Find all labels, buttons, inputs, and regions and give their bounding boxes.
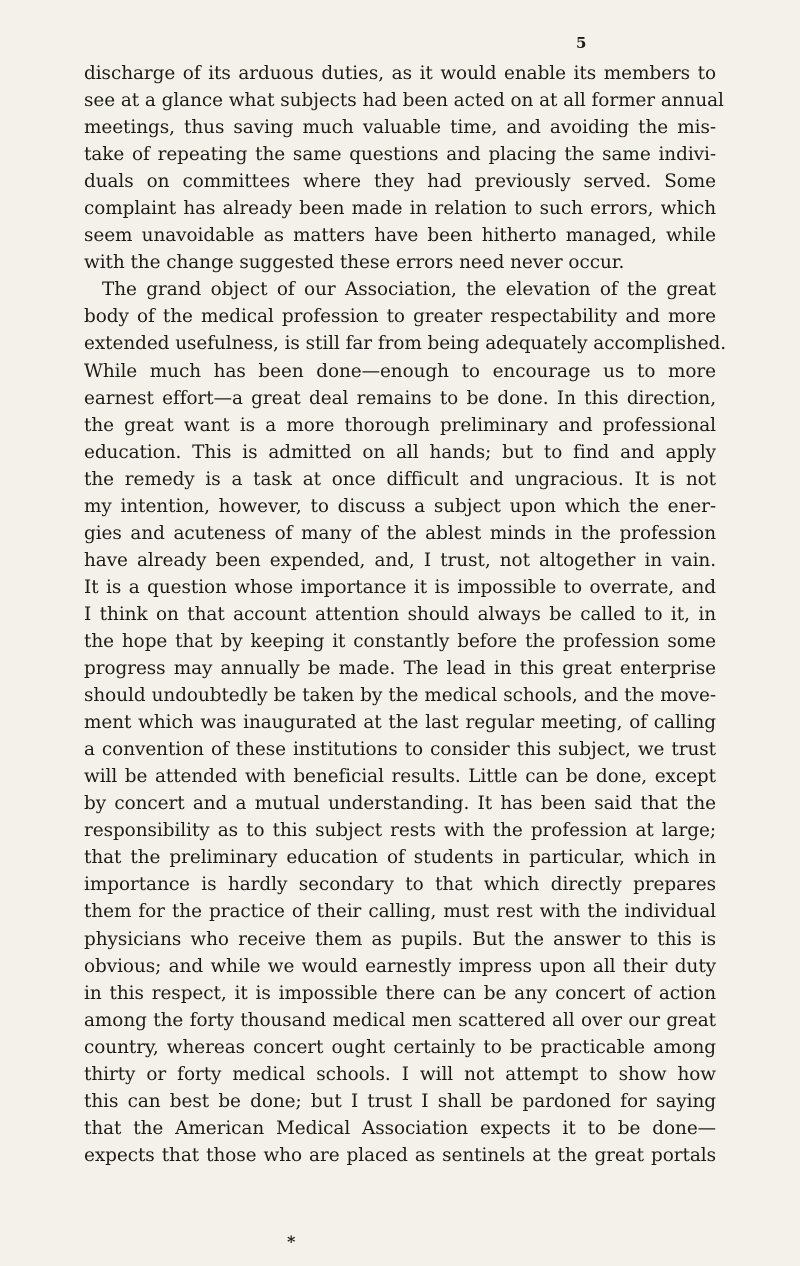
text-line: take of repeating the same questions and placing the same indivi- <box>84 144 716 166</box>
text-line: complaint has already been made in relation to such errors, which <box>84 198 716 220</box>
text-line: that the preliminary education of students in particular, which in <box>84 847 716 869</box>
text-line: should undoubtedly be taken by the medical schools, and the move- <box>84 685 716 707</box>
text-line: responsibility as to this subject rests with the profession at large; <box>84 820 716 842</box>
text-line: progress may annually be made. The lead in this great enterprise <box>84 658 716 680</box>
page-number: 5 <box>576 34 587 52</box>
text-line: extended usefulness, is still far from being adequately accomplished. <box>84 333 727 355</box>
text-line: expects that those who are placed as sentinels at the great portals <box>84 1144 716 1166</box>
text-line: education. This is admitted on all hands; but to find and apply <box>84 441 716 463</box>
text-line: this can best be done; but I trust I shall be pardoned for saying <box>84 1090 716 1112</box>
text-line: seem unavoidable as matters have been hitherto managed, while <box>84 225 716 247</box>
text-line: I think on that account attention should always be called to it, in <box>84 603 716 625</box>
text-line: the great want is a more thorough preliminary and professional <box>84 414 716 436</box>
signature-mark: * <box>287 1232 296 1251</box>
text-line: by concert and a mutual understanding. It has been said that the <box>84 793 716 815</box>
text-line: the hope that by keeping it constantly before the profession some <box>84 630 716 652</box>
text-line: country, whereas concert ought certainly to be practicable among <box>84 1036 716 1058</box>
text-line: have already been expended, and, I trust, not altogether in vain. <box>84 549 716 571</box>
text-line: body of the medical profession to greater respectability and more <box>84 306 716 328</box>
body-text <box>84 60 727 1169</box>
text-line: the remedy is a task at once difficult and ungracious. It is not <box>84 468 716 490</box>
text-line: thirty or forty medical schools. I will not attempt to show how <box>84 1063 716 1085</box>
text-line: in this respect, it is impossible there can be any concert of action <box>84 982 716 1004</box>
text-line: The grand object of our Association, the elevation of the great <box>102 279 716 301</box>
text-line: my intention, however, to discuss a subject upon which the ener- <box>84 495 716 517</box>
text-line: a convention of these institutions to consider this subject, we trust <box>84 739 716 761</box>
text-line: among the forty thousand medical men scattered all over our great <box>84 1009 716 1031</box>
text-line: will be attended with beneficial results. Little can be done, except <box>84 766 716 788</box>
text-line: meetings, thus saving much valuable time, and avoiding the mis- <box>84 117 716 139</box>
text-line: duals on committees where they had previously served. Some <box>84 171 716 193</box>
text-line: physicians who receive them as pupils. But the answer to this is <box>84 928 716 950</box>
text-line: that the American Medical Association expects it to be done— <box>84 1117 716 1139</box>
text-line: It is a question whose importance it is impossible to overrate, and <box>84 576 716 598</box>
text-line: earnest effort—a great deal remains to be done. In this direction, <box>84 387 716 409</box>
text-line: ment which was inaugurated at the last regular meeting, of calling <box>84 712 716 734</box>
text-line: with the change suggested these errors need never occur. <box>84 252 625 274</box>
text-line: While much has been done—enough to encourage us to more <box>84 360 716 382</box>
text-line: obvious; and while we would earnestly impress upon all their duty <box>84 955 716 977</box>
text-line: gies and acuteness of many of the ablest minds in the profession <box>84 522 716 544</box>
text-line: them for the practice of their calling, must rest with the individual <box>84 901 716 923</box>
text-line: discharge of its arduous duties, as it would enable its members to <box>84 63 716 84</box>
text-line: importance is hardly secondary to that which directly prepares <box>84 874 716 896</box>
text-line: see at a glance what subjects had been acted on at all former annual <box>84 90 724 112</box>
